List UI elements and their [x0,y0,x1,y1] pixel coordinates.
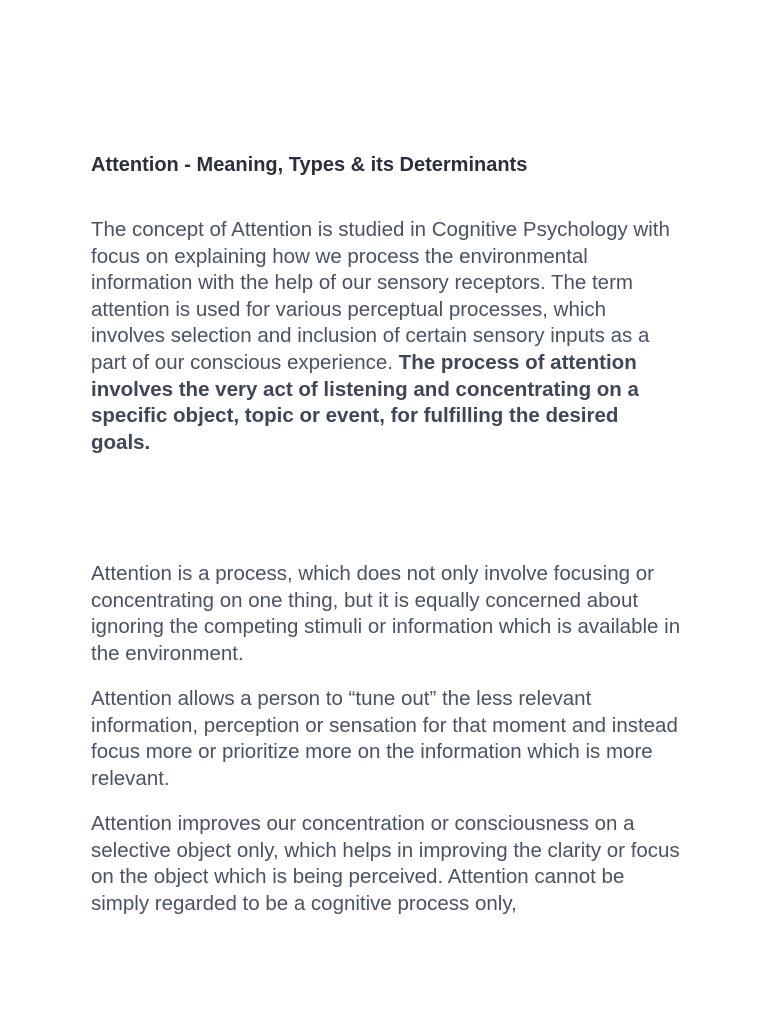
paragraph-tune-out: Attention allows a person to “tune out” the less relevant information, perception or sensation for that moment and instead focus more or prioritize more on the information which is more relevant. [91,687,678,790]
paragraph-intro-text: The concept of Attention is studied in Cognitive Psychology with focus on explaining how we process the environmental information with the help of our sensory receptors. The term attention is used for various perceptual processes, which involves selection and inclusion of certain sensory inputs as a part of our conscious experience. [91,218,670,374]
paragraph-process: Attention is a process, which does not only involve focusing or concentrating on one thing, but it is equally concerned about ignoring the competing stimuli or information which is available in the environment. [91,562,681,665]
paragraph-intro [91,217,683,456]
document-title: Attention - Meaning, Types & its Determinants [91,154,528,176]
paragraph-intro-bold-text: The process of attention involves the very act of listening and concentrating on a specific object, topic or event, for fulfilling the desired goals. [91,350,639,454]
paragraph-concentration: Attention improves our concentration or consciousness on a selective object only, which helps in improving the clarity or focus on the object which is being perceived. Attention cannot be simply regarded to be a cognitive process only, [91,812,680,915]
